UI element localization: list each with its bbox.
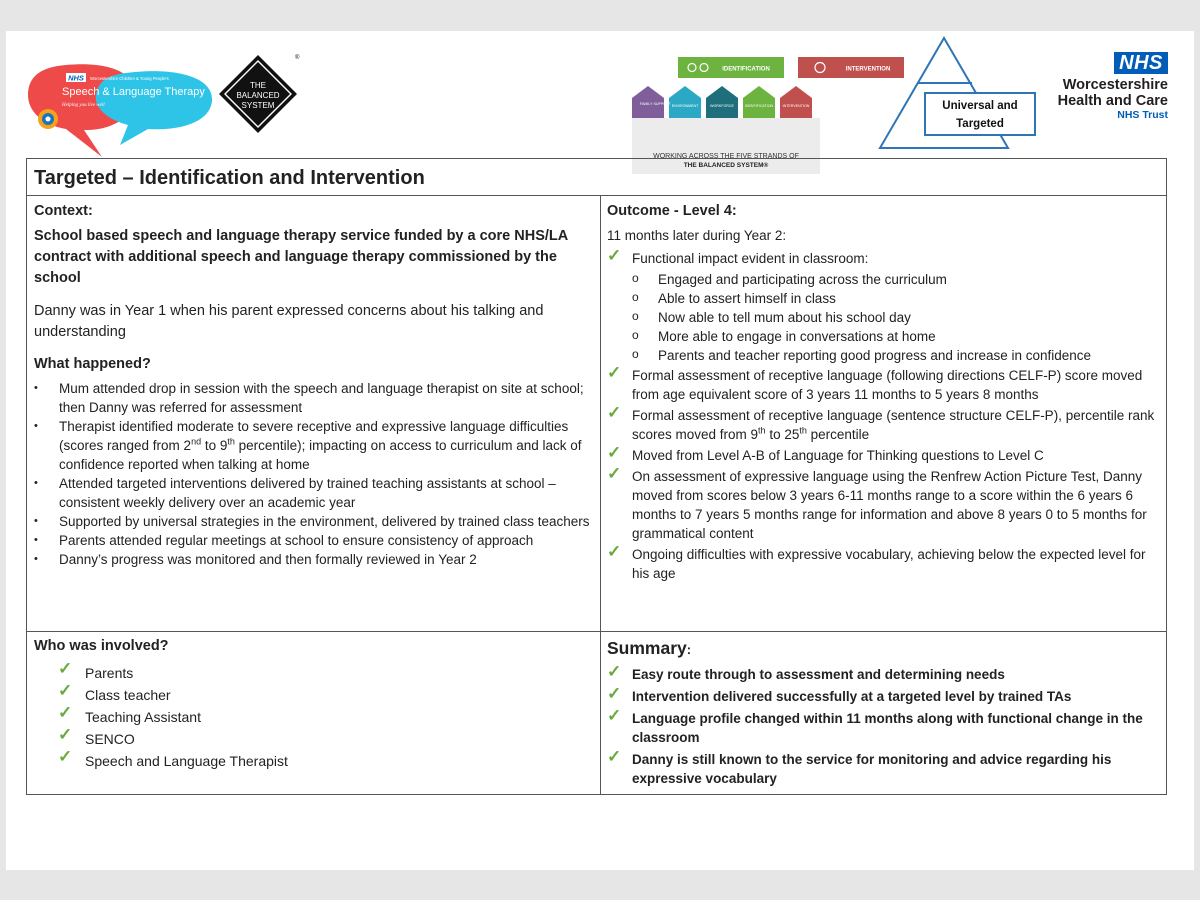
list-item: o Able to assert himself in class <box>607 289 1162 308</box>
who-list <box>58 659 594 772</box>
service-description: School based speech and language therapy service funded by a core NHS/LA contract with additional speech and language therapy commissioned by the school <box>34 228 568 286</box>
strand-house-identification <box>743 86 775 118</box>
list-item: • Mum attended drop in session with the speech and language therapist on site at school; then Danny was referred for assessment <box>34 379 594 417</box>
svg-text:ENVIRONMENT: ENVIRONMENT <box>671 104 699 108</box>
check-icon: ✓ <box>607 443 622 462</box>
list-item: ✓ Formal assessment of receptive language (following directions CELF-P) score moved from age equivalent score of 3 years 11 months to 5 years 8 months <box>607 363 1143 402</box>
list-item: ✓ Functional impact evident in classroom: <box>607 246 869 266</box>
cyan-speech-bubble <box>96 71 212 145</box>
list-item: ✓ Parents <box>58 659 134 681</box>
check-icon: ✓ <box>58 725 73 744</box>
check-icon: ✓ <box>58 659 73 678</box>
what-happened-heading: What happened? <box>34 356 151 372</box>
context-heading: Context: <box>34 203 93 219</box>
check-icon: ✓ <box>58 747 73 766</box>
column-divider <box>600 196 601 794</box>
check-icon: ✓ <box>607 246 622 265</box>
list-item: • Danny’s progress was monitored and then formally reviewed in Year 2 <box>34 550 594 569</box>
summary-cell <box>607 637 1162 791</box>
list-item: • Therapist identified moderate to severe receptive and expressive language difficulties (scores ranged from 2nd to 9th percentile); impacting on access to curriculum and lack of confidence reported when talking at home <box>34 417 594 474</box>
list-item: ✓ Easy route through to assessment and determining needs <box>607 662 1005 682</box>
case-study-table <box>26 158 1167 795</box>
outcome-list <box>607 246 1162 268</box>
what-happened-list <box>34 379 594 569</box>
row-divider <box>27 631 1166 632</box>
functional-sublist <box>607 270 1162 365</box>
strand-house-intervention <box>780 86 812 118</box>
list-item: o Now able to tell mum about his school day <box>607 308 1162 327</box>
outcome-heading: Outcome - Level 4: <box>607 203 737 219</box>
svg-text:NHS: NHS <box>68 73 84 83</box>
list-item: o Parents and teacher reporting good progress and increase in confidence <box>607 346 1162 365</box>
svg-text:INTERVENTION: INTERVENTION <box>782 104 810 108</box>
list-item: ✓ On assessment of expressive language using the Renfrew Action Picture Test, Danny moved from scores below 3 years 6-11 months range to a score within the 6 years 6 months to 7 years 5 months range for information and above 8 years 0 to 5 months for grammatical content <box>607 464 1147 541</box>
outcome-list-continued <box>607 363 1162 583</box>
svg-text:WORKFORCE: WORKFORCE <box>710 104 734 108</box>
svg-text:FAMILY SUPPORT: FAMILY SUPPORT <box>640 102 671 106</box>
check-icon: ✓ <box>607 706 622 725</box>
context-intro: Danny was in Year 1 when his parent expressed concerns about his talking and understanding <box>34 303 544 340</box>
speech-language-therapy-logo <box>28 59 218 169</box>
list-item: ✓ SENCO <box>58 725 135 747</box>
universal-targeted-label: Universal and Targeted <box>924 92 1036 136</box>
balanced-system-logo <box>215 51 301 137</box>
list-item: • Supported by universal strategies in the environment, delivered by trained class teachers <box>34 512 594 531</box>
document-page <box>6 31 1194 870</box>
check-icon: ✓ <box>607 464 622 483</box>
check-icon: ✓ <box>607 747 622 766</box>
svg-text:THE BALANCED SYSTEM®: THE BALANCED SYSTEM® <box>683 162 769 169</box>
list-item: ✓ Moved from Level A-B of Language for Thinking questions to Level C <box>607 443 1044 463</box>
check-icon: ✓ <box>58 681 73 700</box>
svg-text:IDENTIFICATION: IDENTIFICATION <box>722 66 770 73</box>
svg-text:WORKING ACROSS THE FIVE STRAND: WORKING ACROSS THE FIVE STRANDS OF <box>653 153 799 160</box>
list-item: ✓ Intervention delivered successfully at a targeted level by trained TAs <box>607 684 1072 704</box>
list-item: ✓ Danny is still known to the service for monitoring and advice regarding his expressive vocabulary <box>607 747 1112 786</box>
list-item: ✓ Ongoing difficulties with expressive vocabulary, achieving below the expected level for his age <box>607 542 1146 581</box>
svg-text:SYSTEM: SYSTEM <box>241 101 275 110</box>
summary-list <box>607 662 1162 788</box>
context-cell <box>34 202 594 569</box>
svg-text:Helping you live well: Helping you live well <box>62 103 105 108</box>
list-item: ✓ Formal assessment of receptive language (sentence structure CELF-P), percentile rank scores moved from 9th to 25th percentile <box>607 403 1155 442</box>
check-icon: ✓ <box>607 363 622 382</box>
list-item: • Attended targeted interventions delivered by trained teaching assistants at school – consistent weekly delivery over an academic year <box>34 474 594 512</box>
svg-text:®: ® <box>295 55 300 61</box>
svg-text:INTERVENTION: INTERVENTION <box>845 66 891 73</box>
list-item: ✓ Class teacher <box>58 681 171 703</box>
trust-name: Worcestershire Health and Care NHS Trust <box>1057 77 1168 121</box>
list-item: o More able to engage in conversations at home <box>607 327 1162 346</box>
nhs-logo: NHS <box>1114 52 1168 74</box>
svg-text:BALANCED: BALANCED <box>236 91 280 100</box>
slt-title: Speech & Language Therapy <box>62 86 205 98</box>
who-involved-cell <box>34 637 594 772</box>
svg-text:THE: THE <box>250 81 266 90</box>
outcome-cell <box>607 202 1162 585</box>
list-item: ✓ Speech and Language Therapist <box>58 747 288 769</box>
outcome-timing: 11 months later during Year 2: <box>607 228 787 243</box>
check-icon: ✓ <box>607 403 622 422</box>
strand-house-environment <box>669 86 701 118</box>
list-item: ✓ Language profile changed within 11 months along with functional change in the classroom <box>607 706 1143 745</box>
svg-text:Worcestershire Children & Youn: Worcestershire Children & Young People's <box>90 76 169 81</box>
check-icon: ✓ <box>607 662 622 681</box>
list-item: ✓ Teaching Assistant <box>58 703 201 725</box>
check-icon: ✓ <box>58 703 73 722</box>
check-icon: ✓ <box>607 684 622 703</box>
who-heading: Who was involved? <box>34 638 169 654</box>
page-title: Targeted – Identification and Intervention <box>27 159 1166 196</box>
list-item: • Parents attended regular meetings at school to ensure consistency of approach <box>34 531 594 550</box>
strand-house-workforce <box>706 86 738 118</box>
check-icon: ✓ <box>607 542 622 561</box>
list-item: o Engaged and participating across the curriculum <box>607 270 1162 289</box>
summary-heading: Summary: <box>607 638 692 658</box>
svg-text:IDENTIFICATION: IDENTIFICATION <box>744 104 774 108</box>
